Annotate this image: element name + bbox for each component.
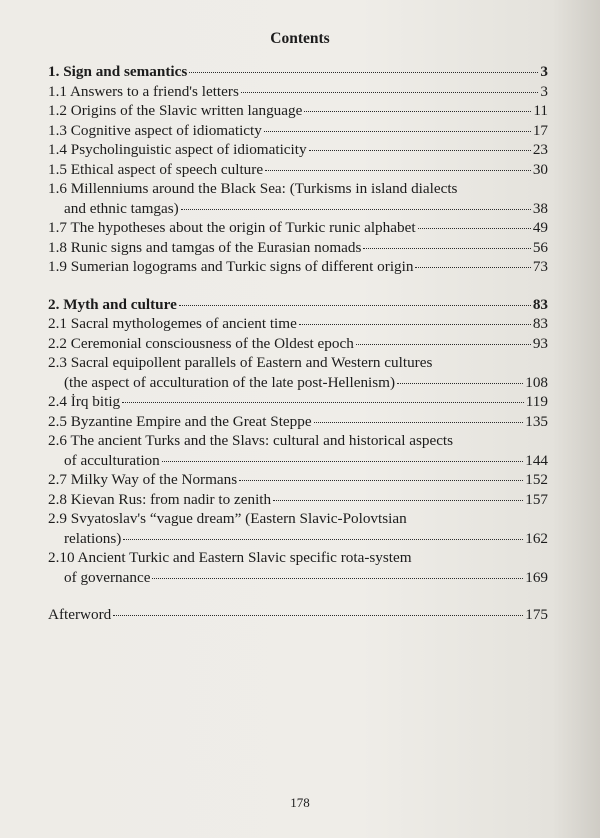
dot-leader [239,480,523,481]
dot-leader [113,615,523,616]
toc-entry-page: 175 [525,606,548,623]
toc-entry-label: 1.4 Psycholinguistic aspect of idiomaticity [48,141,307,158]
dot-leader [123,539,523,540]
toc-entry-page: 144 [525,451,548,469]
toc-entry-section-2 [48,295,548,315]
dot-leader [265,170,531,171]
table-of-contents [48,62,548,625]
dot-leader [273,500,523,501]
toc-entry-label: 2.4 İrq bitig [48,393,121,410]
toc-entry-label: 1.5 Ethical aspect of speech culture [48,160,264,178]
toc-entry-page: 162 [525,529,548,547]
toc-entry-label-cont: of acculturation [64,451,160,469]
toc-entry-page: 3 [540,63,548,80]
toc-entry-label: 1.1 Answers to a friend's letters [48,82,239,100]
toc-entry-label: 2.8 Kievan Rus: from nadir to zenith [48,490,272,508]
toc-entry-label: 2. Myth and culture [48,295,177,313]
dot-leader [397,383,523,384]
toc-entry-2-10 [48,568,548,588]
dot-leader [122,402,524,403]
toc-entry-2-9-line1: 2.9 Svyatoslav's “vague dream” (Eastern Slavic-Polovtsian [48,510,407,527]
dot-leader [162,461,523,462]
toc-entry-label: 1. Sign and semantics [48,63,188,80]
toc-entry-page: 83 [532,295,548,313]
dot-leader [181,209,531,210]
toc-entry-page: 135 [525,412,548,430]
toc-entry-page: 152 [525,471,548,488]
toc-entry-label: 1.9 Sumerian logograms and Turkic signs of different origin [48,258,414,275]
toc-entry-2-7 [48,470,548,490]
toc-entry-2-6-line1: 2.6 The ancient Turks and the Slavs: cultural and historical aspects [48,432,454,449]
toc-entry-label: 2.5 Byzantine Empire and the Great Steppe [48,412,312,430]
dot-leader [415,267,530,268]
toc-entry-label: 2.1 Sacral mythologemes of ancient time [48,315,297,332]
page-title: Contents [270,30,330,47]
toc-entry-page: 38 [532,199,548,217]
toc-entry-page: 49 [532,219,548,236]
toc-entry-2-10-line1: 2.10 Ancient Turkic and Eastern Slavic specific rota-system [48,549,412,566]
toc-entry-label-cont: relations) [64,529,122,547]
toc-entry-page: 93 [532,334,548,352]
toc-entry-1-5 [48,160,548,180]
toc-entry-label: Afterword [48,606,112,623]
toc-entry-page: 73 [532,258,548,275]
toc-entry-label-cont: and ethnic tamgas) [64,199,179,217]
toc-entry-page: 11 [533,102,548,119]
toc-entry-2-8 [48,490,548,510]
toc-entry-label: 2.2 Ceremonial consciousness of the Oldest epoch [48,334,354,352]
toc-entry-1-4 [48,140,548,160]
dot-leader [418,228,531,229]
dot-leader [356,344,531,345]
toc-entry-page: 30 [532,160,548,178]
toc-entry-1-3 [48,121,548,141]
toc-entry-label-cont: of governance [64,568,151,586]
dot-leader [309,150,531,151]
toc-entry-2-1 [48,314,548,334]
dot-leader [363,248,530,249]
toc-entry-section-1 [48,62,548,82]
section-spacer [48,277,548,295]
toc-entry-2-4 [48,392,548,412]
toc-entry-2-2 [48,334,548,354]
toc-entry-label-cont: (the aspect of acculturation of the late post-Hellenism) [64,373,396,391]
toc-entry-page: 157 [525,490,548,508]
toc-entry-label: 1.2 Origins of the Slavic written language [48,102,303,119]
toc-entry-page: 108 [525,373,548,391]
dot-leader [304,111,531,112]
toc-entry-1-9 [48,257,548,277]
toc-entry-2-5 [48,412,548,432]
toc-entry-1-6-line1: 1.6 Millenniums around the Black Sea: (Turkisms in island dialects [48,180,458,197]
dot-leader [189,72,538,73]
toc-entry-page: 17 [532,121,548,139]
toc-entry-page: 119 [525,393,548,410]
toc-entry-page: 3 [540,82,548,100]
toc-entry-label: 1.3 Cognitive aspect of idiomaticty [48,121,262,139]
page-number: 178 [290,795,310,810]
toc-entry-afterword [48,605,548,625]
section-spacer [48,587,548,605]
dot-leader [314,422,524,423]
toc-entry-label: 1.7 The hypotheses about the origin of Turkic runic alphabet [48,219,416,236]
toc-entry-2-6 [48,451,548,471]
toc-entry-2-3 [48,373,548,393]
dot-leader [264,131,531,132]
toc-entry-1-6 [48,199,548,219]
toc-entry-2-3-line1: 2.3 Sacral equipollent parallels of Eastern and Western cultures [48,354,433,371]
toc-entry-1-7 [48,218,548,238]
dot-leader [241,92,539,93]
toc-entry-page: 56 [532,238,548,256]
toc-entry-page: 23 [532,141,548,158]
toc-entry-label: 2.7 Milky Way of the Normans [48,471,238,488]
toc-entry-page: 83 [532,315,548,332]
toc-entry-1-8 [48,238,548,258]
toc-entry-label: 1.8 Runic signs and tamgas of the Eurasian nomads [48,238,362,256]
dot-leader [299,324,531,325]
dot-leader [152,578,523,579]
toc-entry-1-1 [48,82,548,102]
dot-leader [179,305,531,306]
toc-entry-1-2 [48,101,548,121]
toc-entry-page: 169 [525,568,548,586]
toc-entry-2-9 [48,529,548,549]
